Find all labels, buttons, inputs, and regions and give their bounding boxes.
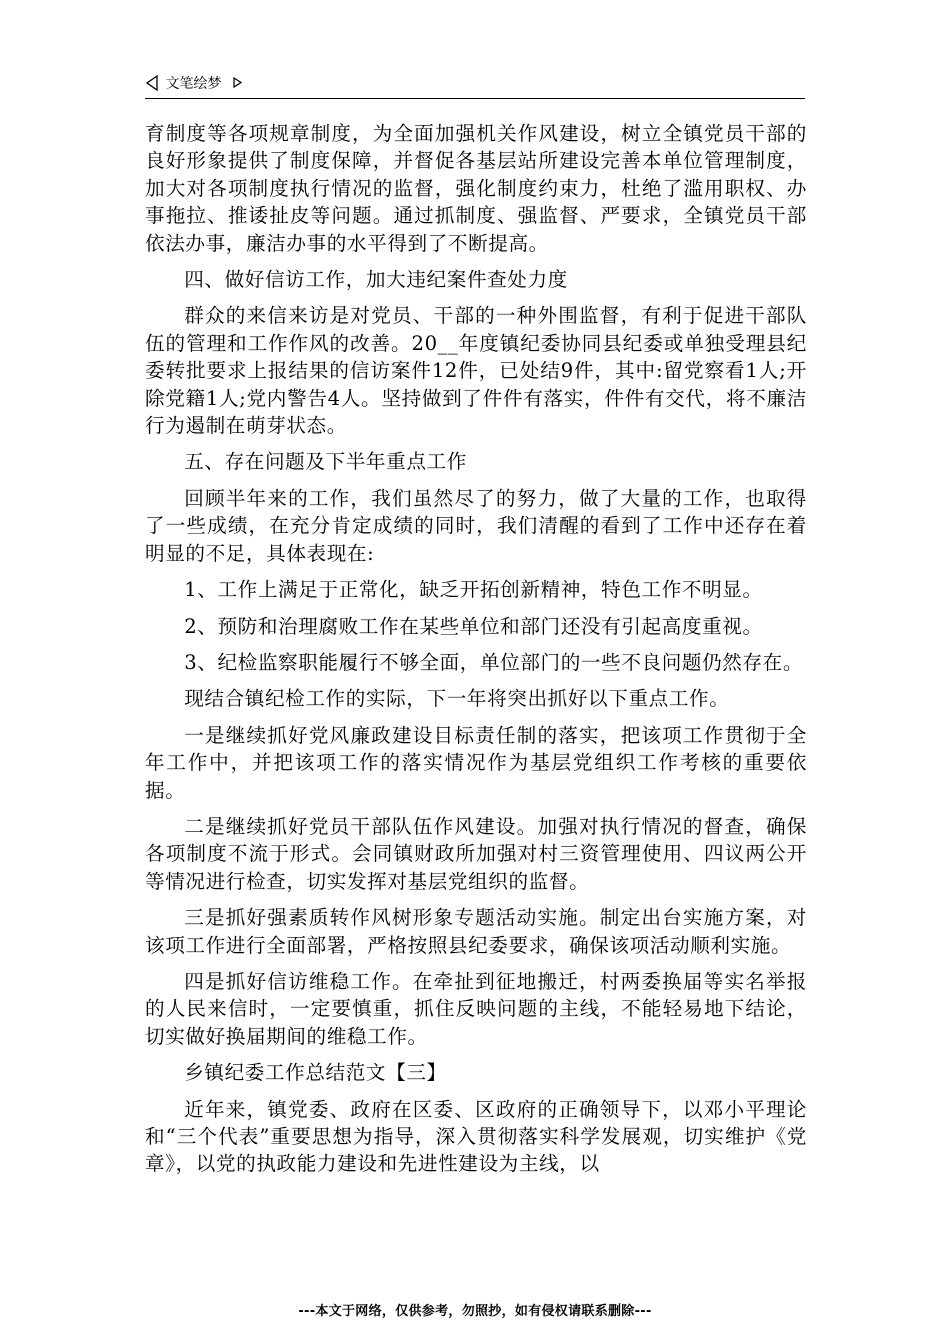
paragraph: 三是抓好强素质转作风树形象专题活动实施。制定出台实施方案，对该项工作进行全面部署，严格按照县纪委要求，确保该项活动顺利实施。 <box>145 906 807 957</box>
section-heading: 四、做好信访工作，加大违纪案件查处力度 <box>184 268 568 292</box>
paragraph: 回顾半年来的工作，我们虽然尽了的努力，做了大量的工作，也取得了一些成绩，在充分肯定成绩的同时，我们清醒的看到了工作中还存在着明显的不足，具体表现在: <box>145 486 807 565</box>
paragraph: 二是继续抓好党员干部队伍作风建设。加强对执行情况的督查，确保各项制度不流于形式。会同镇财政所加强对村三资管理使用、四议两公开等情况进行检查，切实发挥对基层党组织的监督。 <box>145 814 807 893</box>
paragraph: 一是继续抓好党风廉政建设目标责任制的落实，把该项工作贯彻于全年工作中，并把该项工作的落实情况作为基层党组织工作考核的重要依据。 <box>145 723 807 802</box>
paragraph: 群众的来信来访是对党员、干部的一种外围监督，有利于促进干部队伍的管理和工作作风的改善。20__年度镇纪委协同县纪委或单独受理县纪委转批要求上报结果的信访案件12件，已处结9件，其中:留党察看1人;开除党籍1人;党内警告4人。坚持做到了件件有落实，件件有交代，将不廉洁行为遏制在萌芽状态。 <box>145 304 807 438</box>
paragraph: 近年来，镇党委、政府在区委、区政府的正确领导下，以邓小平理论和“三个代表”重要思想为指导，深入贯彻落实科学发展观，切实维护《党章》，以党的执政能力建设和先进性建设为主线，以 <box>145 1097 807 1176</box>
brand-name: 文笔绘梦 <box>165 76 222 92</box>
list-item: 3、纪检监察职能履行不够全面，单位部门的一些不良问题仍然存在。 <box>184 650 804 674</box>
section-heading: 五、存在问题及下半年重点工作 <box>184 450 467 474</box>
triangle-left-icon <box>145 74 159 98</box>
article-title: 乡镇纪委工作总结范文【三】 <box>184 1061 447 1085</box>
list-item: 1、工作上满足于正常化，缺乏开拓创新精神，特色工作不明显。 <box>184 578 763 602</box>
paragraph: 现结合镇纪检工作的实际，下一年将突出抓好以下重点工作。 <box>184 687 730 711</box>
document-body <box>145 120 807 1187</box>
page-header <box>145 74 805 99</box>
paragraph: 育制度等各项规章制度，为全面加强机关作风建设，树立全镇党员干部的良好形象提供了制度保障，并督促各基层站所建设完善本单位管理制度，加大对各项制度执行情况的监督，强化制度约束力，杜绝了滥用职权、办事拖拉、推诿扯皮等问题。通过抓制度、强监督、严要求，全镇党员干部依法办事，廉洁办事的水平得到了不断提高。 <box>145 122 807 255</box>
triangle-right-icon <box>232 74 242 98</box>
list-item: 2、预防和治理腐败工作在某些单位和部门还没有引起高度重视。 <box>184 614 763 638</box>
page-footer: ---本文于网络，仅供参考，勿照抄，如有侵权请联系删除--- <box>298 1304 652 1319</box>
paragraph: 四是抓好信访维稳工作。在牵扯到征地搬迁，村两委换届等实名举报的人民来信时，一定要慎重，抓住反映问题的主线，不能轻易地下结论，切实做好换届期间的维稳工作。 <box>145 969 807 1048</box>
